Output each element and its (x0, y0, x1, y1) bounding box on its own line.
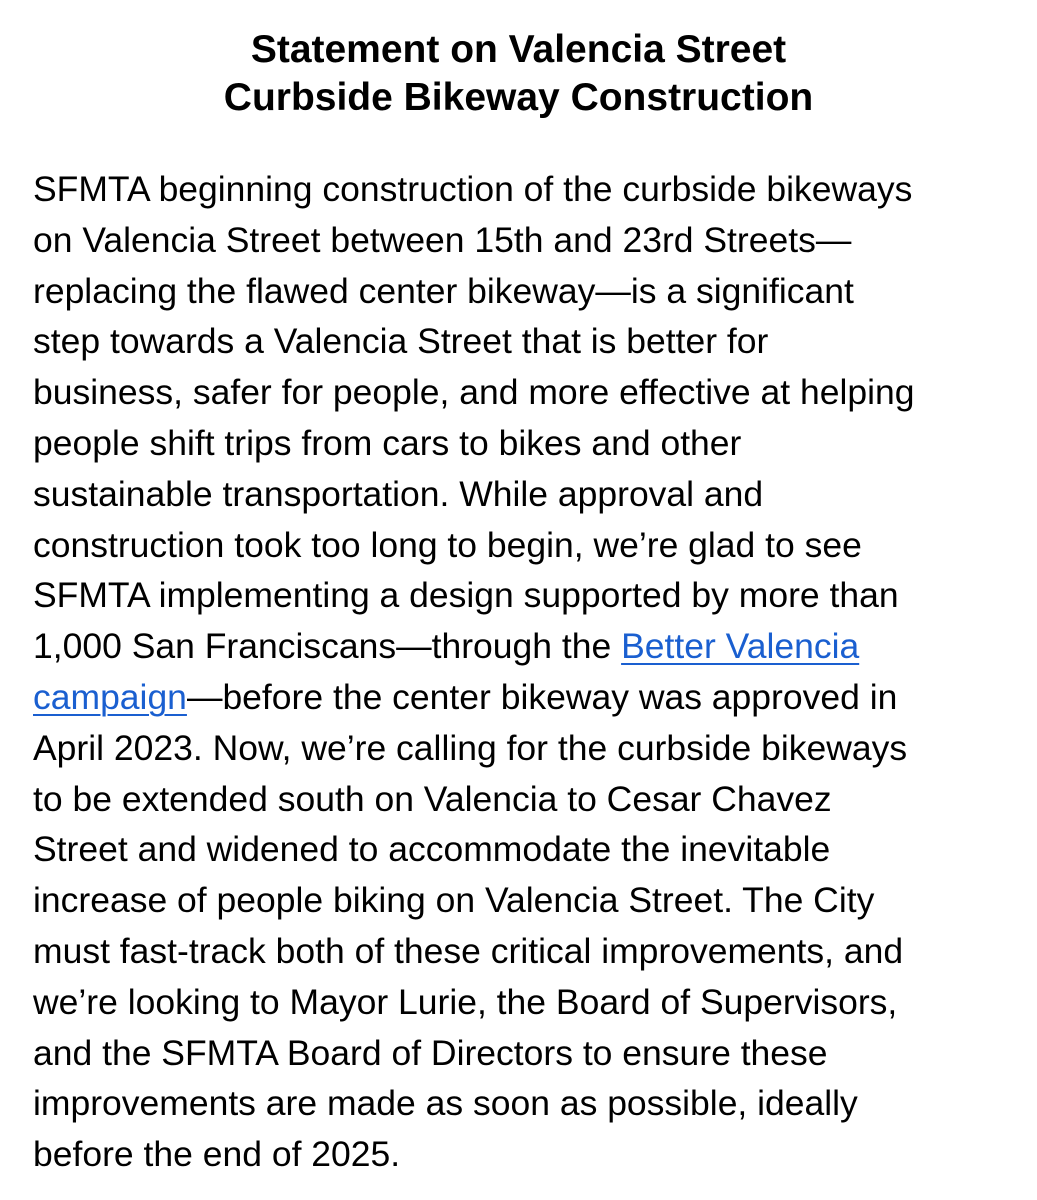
body-line-with-link (33, 621, 1023, 672)
better-valencia-campaign-link-continued[interactable]: campaign (33, 676, 187, 717)
body-line: on Valencia Street between 15th and 23rd Streets— (33, 219, 852, 260)
title-line-1: Statement on Valencia Street (250, 28, 787, 71)
statement-body (33, 164, 1023, 1180)
body-line: to be extended south on Valencia to Cesar Chavez (33, 778, 832, 819)
better-valencia-campaign-link[interactable]: Better Valencia (621, 626, 860, 667)
title-line-2: Curbside Bikeway Construction (223, 76, 814, 119)
body-line: sustainable transportation. While approval and (33, 473, 764, 514)
body-line: must fast-track both of these critical improvements, and (33, 930, 904, 971)
body-text-segment: —before the center bikeway was approved in (186, 676, 898, 717)
body-line: we’re looking to Mayor Lurie, the Board of Supervisors, (33, 981, 898, 1022)
body-line: before the end of 2025. (33, 1134, 401, 1175)
body-text-segment: 1,000 San Franciscans—through the (33, 626, 622, 667)
body-line: people shift trips from cars to bikes and other (33, 422, 742, 463)
statement-title (0, 26, 1037, 122)
body-line: and the SFMTA Board of Directors to ensure these (33, 1032, 828, 1073)
body-line: business, safer for people, and more effective at helping (33, 372, 915, 413)
body-line: construction took too long to begin, we’re glad to see (33, 524, 862, 565)
body-line: replacing the flawed center bikeway—is a significant (33, 270, 854, 311)
body-line: improvements are made as soon as possible, ideally (33, 1083, 858, 1124)
body-line: Street and widened to accommodate the inevitable (33, 829, 831, 870)
body-line: SFMTA beginning construction of the curbside bikeways (33, 169, 913, 209)
body-line: increase of people biking on Valencia Street. The City (33, 880, 875, 921)
body-line-with-link (33, 672, 1023, 723)
body-line: April 2023. Now, we’re calling for the curbside bikeways (33, 727, 908, 768)
body-line: step towards a Valencia Street that is better for (33, 321, 769, 362)
body-line: SFMTA implementing a design supported by more than (33, 575, 899, 616)
